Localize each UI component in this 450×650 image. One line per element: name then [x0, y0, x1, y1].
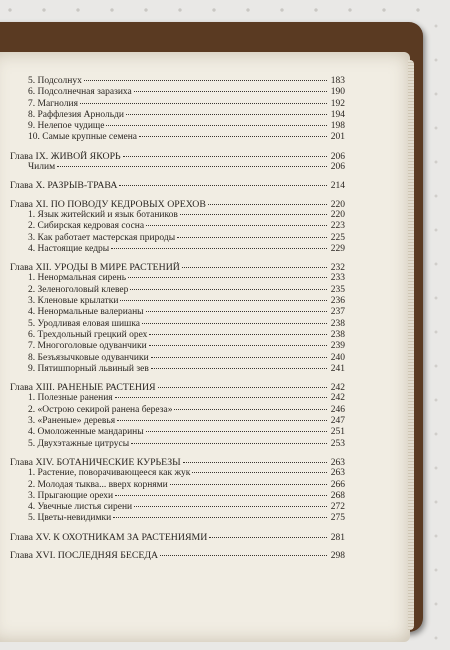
toc-page-number: 198	[330, 121, 345, 132]
toc-entry-title: 2. «Острою секирой ранена береза»	[28, 404, 173, 415]
toc-page-number: 235	[330, 284, 345, 295]
dot-leader	[115, 495, 327, 496]
dot-leader	[131, 443, 327, 444]
dot-leader	[174, 409, 327, 410]
toc-entry-title: 4. Настоящие кедры	[28, 243, 110, 254]
dot-leader	[170, 484, 327, 485]
toc-page-number: 190	[330, 87, 345, 98]
dot-leader	[209, 537, 327, 538]
toc-entry-title: 6. Подсолнечная заразиха	[28, 87, 132, 98]
toc-page-number: 240	[330, 352, 345, 363]
dot-leader	[84, 80, 327, 81]
table-of-contents	[10, 76, 345, 561]
dot-leader	[130, 289, 327, 290]
toc-section-entry	[10, 353, 345, 364]
toc-page-number: 263	[330, 468, 345, 479]
dot-leader	[117, 420, 327, 421]
toc-section-entry	[10, 285, 345, 296]
toc-entry-title: Глава X. РАЗРЫВ-ТРАВА	[10, 180, 118, 192]
dot-leader	[192, 472, 327, 473]
toc-entry-title: Глава XII. УРОДЫ В МИРЕ РАСТЕНИЙ	[10, 262, 180, 274]
toc-entry-title: 10. Самые крупные семена	[28, 132, 137, 143]
toc-section-entry	[10, 87, 345, 98]
toc-section-entry	[10, 439, 345, 450]
toc-section-entry	[10, 416, 345, 427]
dot-leader	[180, 214, 327, 215]
toc-page-number: 194	[330, 109, 345, 120]
toc-page-number: 253	[330, 438, 345, 449]
toc-section-entry	[10, 110, 345, 121]
toc-section-entry	[10, 162, 345, 173]
toc-chapter-entry	[10, 550, 345, 561]
toc-entry-title: 2. Зеленоголовый клевер	[28, 284, 129, 295]
dot-leader	[106, 125, 327, 126]
dot-leader	[151, 368, 327, 369]
toc-section-entry	[10, 513, 345, 524]
toc-section-entry	[10, 121, 345, 132]
toc-entry-title: Глава XIV. БОТАНИЧЕСКИЕ КУРЬЕЗЫ	[10, 456, 181, 468]
toc-page-number: 247	[330, 416, 345, 427]
toc-entry-title: 9. Нелепое чудище	[28, 121, 105, 132]
toc-chapter-entry	[10, 180, 345, 191]
dot-leader	[158, 387, 327, 388]
toc-section-entry	[10, 296, 345, 307]
toc-chapter-entry	[10, 457, 345, 468]
toc-section-entry	[10, 233, 345, 244]
toc-section-entry	[10, 480, 345, 491]
dot-leader	[120, 300, 327, 301]
toc-page-number: 206	[330, 162, 345, 173]
toc-entry-title: 3. Прыгающие орехи	[28, 490, 114, 501]
toc-chapter-entry	[10, 382, 345, 393]
toc-page-number: 183	[330, 76, 345, 86]
toc-section-entry	[10, 491, 345, 502]
toc-entry-title: 4. Ненормальные валерианы	[28, 307, 144, 318]
toc-page-number: 275	[330, 513, 345, 524]
toc-entry-title: 5. Цветы-невидимки	[28, 513, 112, 524]
dot-leader	[134, 506, 327, 507]
toc-section-entry	[10, 221, 345, 232]
toc-entry-title: 9. Пятишпорный львиный зев	[28, 363, 149, 374]
toc-page-number: 272	[330, 502, 345, 513]
toc-section-entry	[10, 364, 345, 375]
toc-section-entry	[10, 427, 345, 438]
toc-page-number: 268	[330, 490, 345, 501]
dot-leader	[139, 136, 327, 137]
dot-leader	[146, 311, 327, 312]
toc-entry-title: 2. Молодая тыква... вверх корнями	[28, 479, 168, 490]
toc-page-number: 206	[330, 151, 345, 162]
toc-entry-title: 3. Как работает мастерская природы	[28, 232, 176, 243]
toc-entry-title: Глава XV. К ОХОТНИКАМ ЗА РАСТЕНИЯМИ	[10, 531, 208, 543]
toc-entry-title: 5. Двухэтажные цитрусы	[28, 438, 130, 449]
toc-section-entry	[10, 405, 345, 416]
page-edge	[408, 60, 414, 630]
dot-leader	[146, 431, 327, 432]
toc-page-number: 201	[330, 132, 345, 143]
dot-leader	[151, 357, 327, 358]
dot-leader	[134, 91, 327, 92]
toc-page-number: 225	[330, 232, 345, 243]
toc-section-entry	[10, 330, 345, 341]
toc-page-number: 223	[330, 221, 345, 232]
toc-page-number: 298	[330, 550, 345, 561]
toc-section-entry	[10, 393, 345, 404]
toc-section-entry	[10, 468, 345, 479]
toc-chapter-entry	[10, 151, 345, 162]
toc-entry-title: Чилим	[28, 162, 56, 173]
toc-entry-title: Глава XIII. РАНЕНЫЕ РАСТЕНИЯ	[10, 382, 156, 394]
dot-leader	[119, 185, 327, 186]
toc-entry-title: 4. Омоложенные мандарины	[28, 427, 144, 438]
toc-entry-title: 1. Растение, поворачивающееся как жук	[28, 468, 191, 479]
toc-section-entry	[10, 99, 345, 110]
toc-entry-title: Глава IX. ЖИВОЙ ЯКОРЬ	[10, 150, 121, 162]
dot-leader	[80, 103, 327, 104]
dot-leader	[177, 237, 327, 238]
toc-page-number: 241	[330, 363, 345, 374]
toc-entry-title: 7. Магнолия	[28, 98, 78, 109]
toc-page-number: 229	[330, 243, 345, 254]
toc-page-number: 192	[330, 98, 345, 109]
toc-entry-title: Глава XI. ПО ПОВОДУ КЕДРОВЫХ ОРЕХОВ	[10, 198, 206, 210]
toc-page-number: 242	[330, 393, 345, 404]
toc-page-number: 220	[330, 209, 345, 220]
toc-page-number: 251	[330, 427, 345, 438]
toc-page-number: 237	[330, 307, 345, 318]
toc-page-number: 238	[330, 318, 345, 329]
toc-entry-title: 1. Язык житейский и язык ботаников	[28, 209, 178, 220]
toc-section-entry	[10, 210, 345, 221]
toc-page-number: 266	[330, 479, 345, 490]
dot-leader	[128, 277, 327, 278]
toc-page-number: 242	[330, 383, 345, 394]
toc-section-entry	[10, 273, 345, 284]
toc-page-number: 233	[330, 273, 345, 284]
toc-entry-title: 8. Раффлезия Арнольди	[28, 109, 124, 120]
toc-section-entry	[10, 307, 345, 318]
toc-entry-title: Глава XVI. ПОСЛЕДНЯЯ БЕСЕДА	[10, 549, 159, 561]
toc-chapter-entry	[10, 199, 345, 210]
dot-leader	[182, 267, 327, 268]
toc-entry-title: 1. Полезные ранения	[28, 393, 113, 404]
toc-section-entry	[10, 341, 345, 352]
dot-leader	[160, 555, 327, 556]
dot-leader	[149, 345, 327, 346]
toc-section-entry	[10, 76, 345, 87]
dot-leader	[208, 204, 327, 205]
dot-leader	[123, 156, 327, 157]
toc-entry-title: 3. «Раненые» деревья	[28, 416, 116, 427]
toc-page-number: 246	[330, 404, 345, 415]
toc-page-number: 236	[330, 296, 345, 307]
toc-entry-title: 2. Сибирская кедровая сосна	[28, 221, 145, 232]
dot-leader	[115, 397, 327, 398]
toc-entry-title: 8. Безъязычковые одуванчики	[28, 352, 149, 363]
dot-leader	[142, 323, 327, 324]
toc-page-number: 232	[330, 263, 345, 274]
toc-page-number: 238	[330, 329, 345, 340]
toc-page-number: 239	[330, 341, 345, 352]
dot-leader	[149, 334, 327, 335]
dot-leader	[111, 248, 327, 249]
toc-entry-title: 3. Кленовые крылатки	[28, 296, 119, 307]
toc-page-number: 220	[330, 199, 345, 210]
toc-entry-title: 7. Многоголовые одуванчики	[28, 341, 147, 352]
toc-entry-title: 5. Уродливая еловая шишка	[28, 318, 141, 329]
toc-page-number: 214	[330, 181, 345, 192]
toc-entry-title: 6. Трехдольный грецкий орех	[28, 329, 148, 340]
dot-leader	[126, 114, 327, 115]
toc-chapter-entry	[10, 532, 345, 543]
dot-leader	[183, 462, 327, 463]
toc-section-entry	[10, 319, 345, 330]
toc-section-entry	[10, 244, 345, 255]
dot-leader	[113, 517, 327, 518]
toc-page-number: 281	[330, 532, 345, 543]
toc-entry-title: 5. Подсолнух	[28, 76, 82, 86]
toc-section-entry	[10, 132, 345, 143]
dot-leader	[146, 225, 327, 226]
toc-entry-title: 1. Ненормальная сирень	[28, 273, 127, 284]
toc-entry-title: 4. Увечные листья сирени	[28, 502, 133, 513]
toc-chapter-entry	[10, 262, 345, 273]
toc-page-number: 263	[330, 457, 345, 468]
toc-section-entry	[10, 502, 345, 513]
dot-leader	[57, 166, 327, 167]
